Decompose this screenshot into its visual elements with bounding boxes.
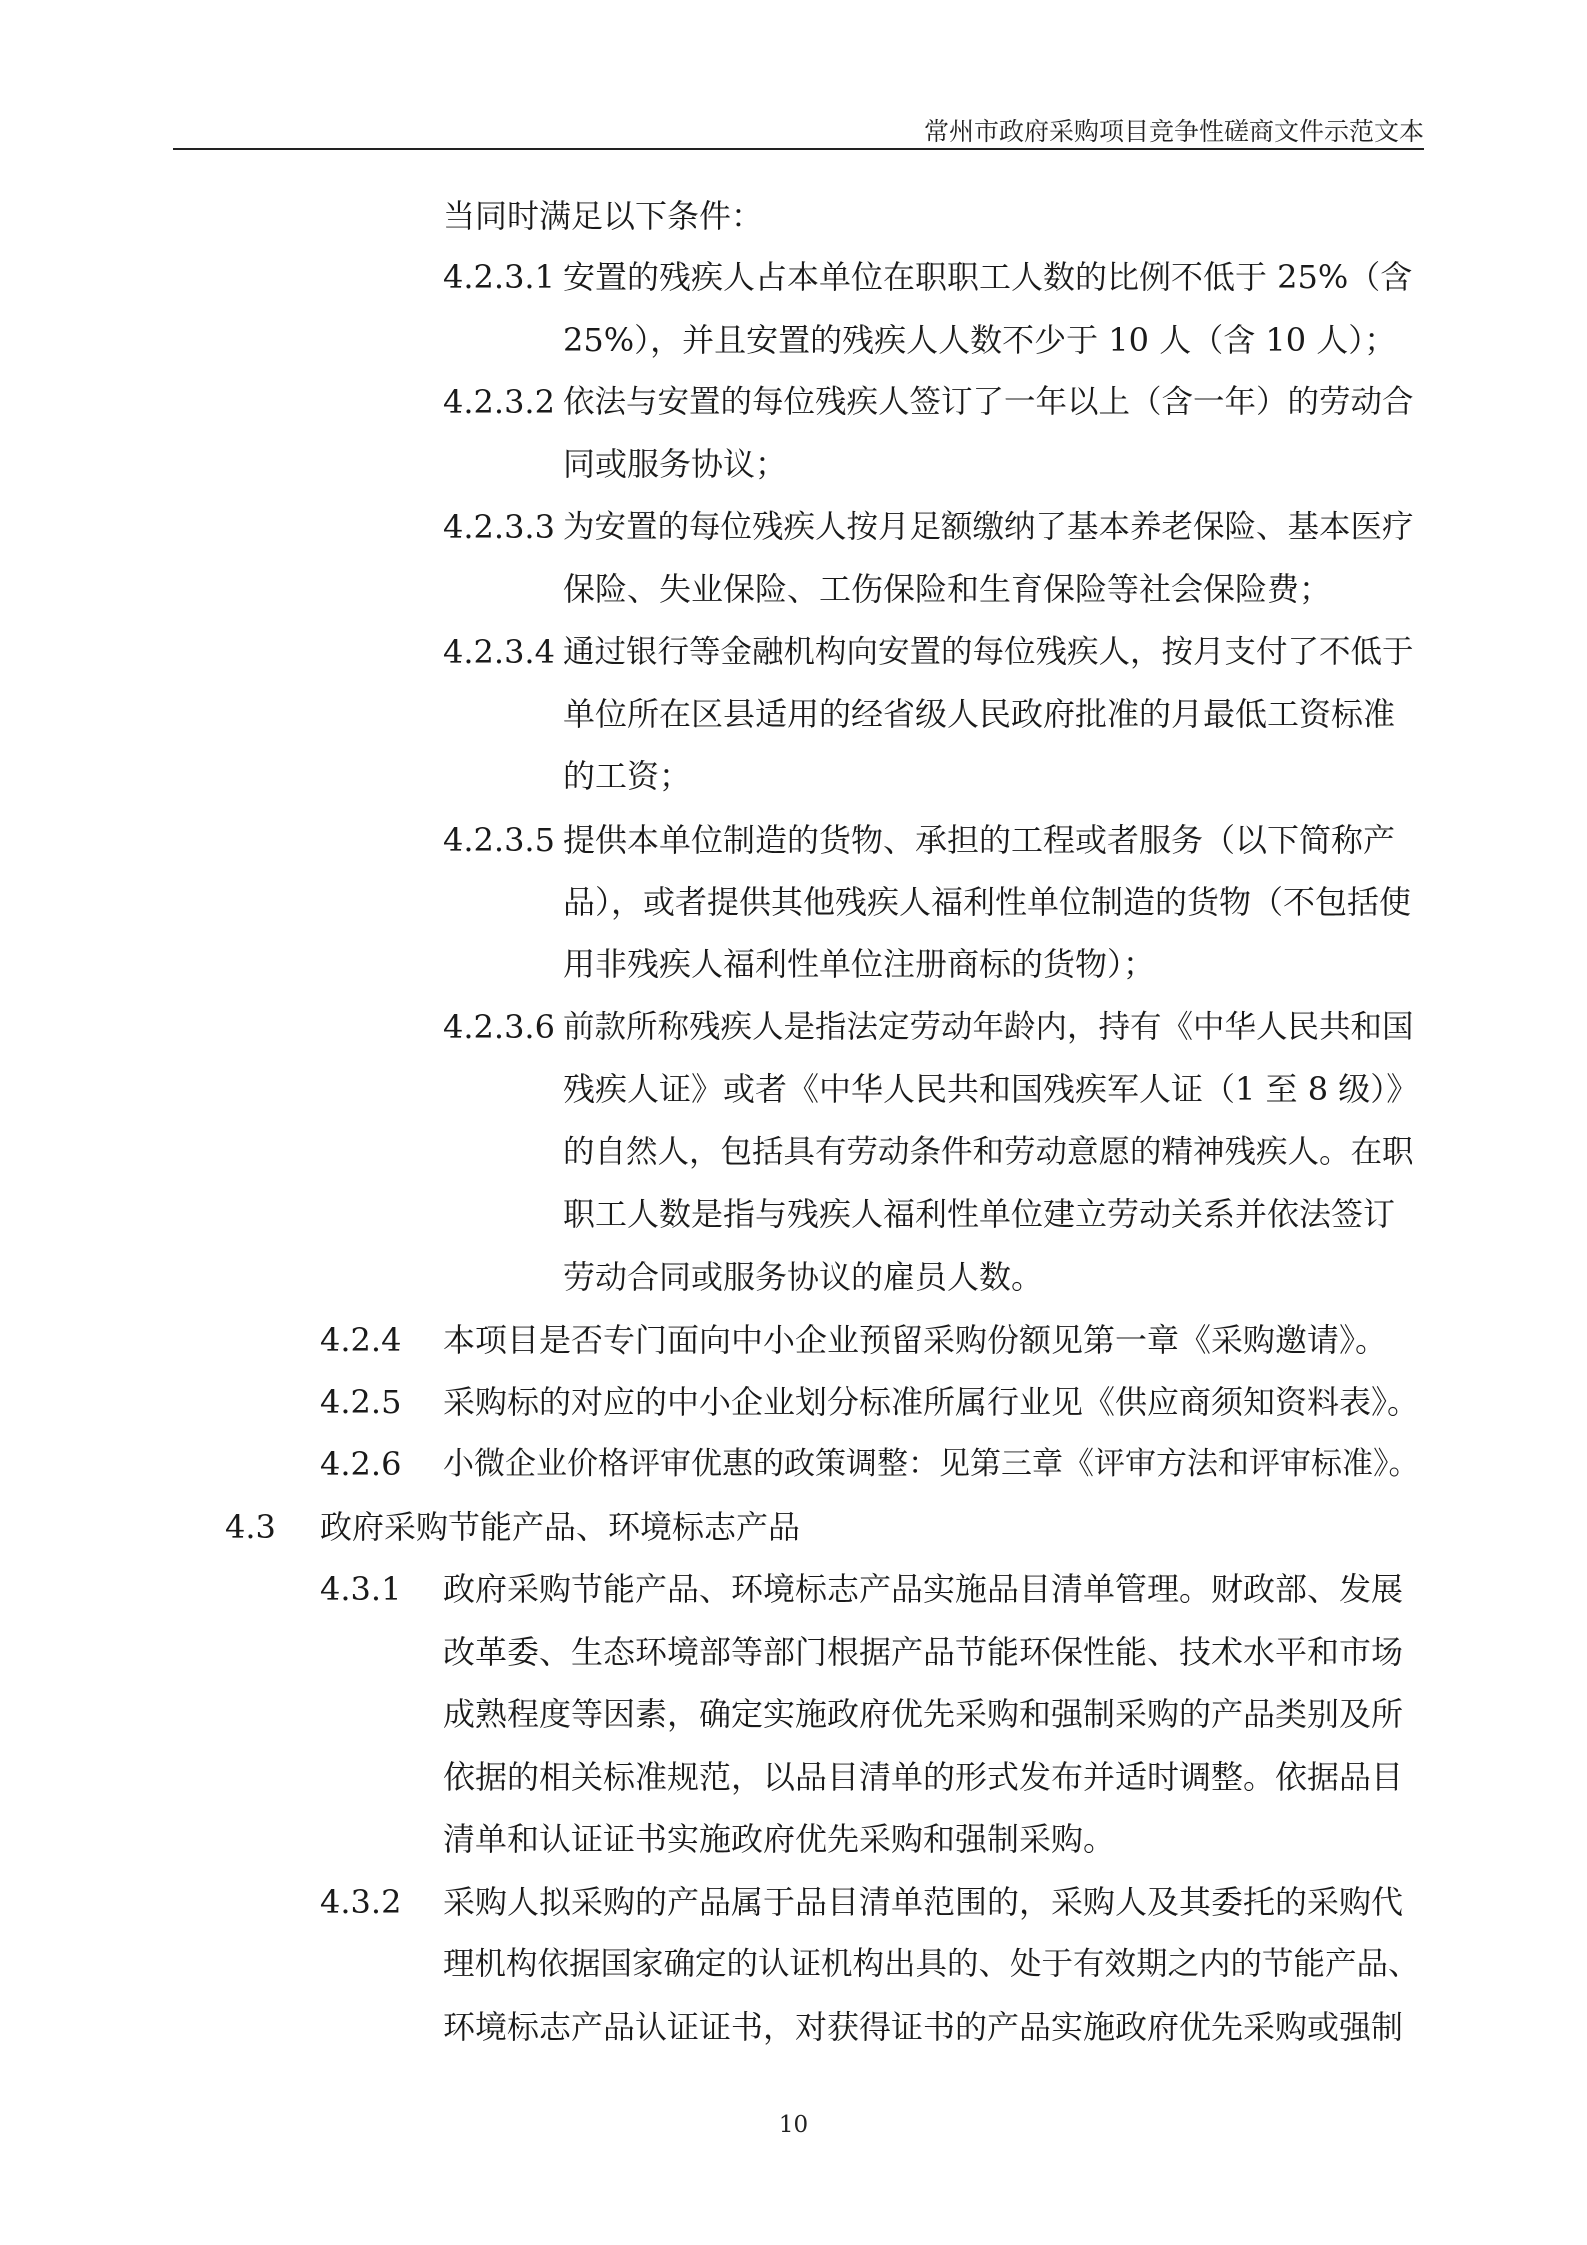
- text-line: 通过银行等金融机构向安置的每位残疾人，按月支付了不低于: [563, 634, 1414, 670]
- running-header-title: 常州市政府采购项目竞争性磋商文件示范文本: [923, 117, 1424, 146]
- text-line: 政府采购节能产品、环境标志产品实施品目清单管理。财政部、发展: [443, 1570, 1404, 1608]
- text-line: 依法与安置的每位残疾人签订了一年以上（含一年）的劳动合: [563, 384, 1414, 420]
- clause-number: 4.2.3.6: [443, 1008, 555, 1046]
- text-line: 的自然人，包括具有劳动条件和劳动意愿的精神残疾人。在职: [563, 1134, 1414, 1170]
- clause-number: 4.2.6: [320, 1445, 402, 1483]
- text-line: 环境标志产品认证证书，对获得证书的产品实施政府优先采购或强制: [443, 2008, 1404, 2046]
- text-line: 成熟程度等因素，确定实施政府优先采购和强制采购的产品类别及所: [443, 1695, 1404, 1733]
- text-line: 理机构依据国家确定的认证机构出具的、处于有效期之内的节能产品、: [443, 1946, 1420, 1982]
- text-line: 单位所在区县适用的经省级人民政府批准的月最低工资标准: [563, 695, 1396, 733]
- text-line: 同或服务协议；: [563, 445, 788, 483]
- text-line: 依据的相关标准规范，以品目清单的形式发布并适时调整。依据品目: [443, 1758, 1404, 1796]
- text-line: 采购人拟采购的产品属于品目清单范围的，采购人及其委托的采购代: [443, 1883, 1404, 1921]
- text-line: 为安置的每位残疾人按月足额缴纳了基本养老保险、基本医疗: [563, 509, 1414, 545]
- text-line: 保险、失业保险、工伤保险和生育保险等社会保险费；: [563, 570, 1332, 608]
- text-line: 采购标的对应的中小企业划分标准所属行业见《供应商须知资料表》。: [443, 1383, 1420, 1421]
- section-number: 4.3: [225, 1508, 276, 1546]
- text-line: 品），或者提供其他残疾人福利性单位制造的货物（不包括使: [563, 883, 1412, 921]
- text-line: 用非残疾人福利性单位注册商标的货物）；: [563, 945, 1156, 983]
- text-line: 当同时满足以下条件：: [443, 197, 764, 235]
- text-line: 的工资；: [563, 757, 692, 795]
- text-line: 25%），并且安置的残疾人人数不少于 10 人（含 10 人）；: [563, 321, 1397, 359]
- text-line: 清单和认证证书实施政府优先采购和强制采购。: [443, 1820, 1116, 1858]
- text-line: 改革委、生态环境部等部门根据产品节能环保性能、技术水平和市场: [443, 1633, 1404, 1671]
- clause-number: 4.2.5: [320, 1383, 402, 1421]
- clause-number: 4.2.3.5: [443, 821, 555, 859]
- text-line: 提供本单位制造的货物、承担的工程或者服务（以下简称产: [563, 821, 1396, 859]
- clause-number: 4.2.3.1: [443, 258, 555, 296]
- clause-number: 4.2.3.2: [443, 383, 555, 421]
- text-line: 前款所称残疾人是指法定劳动年龄内，持有《中华人民共和国: [563, 1009, 1414, 1045]
- clause-number: 4.3.2: [320, 1883, 402, 1921]
- section-heading: 政府采购节能产品、环境标志产品: [320, 1508, 801, 1546]
- text-line: 职工人数是指与残疾人福利性单位建立劳动关系并依法签订: [563, 1195, 1396, 1233]
- text-line: 残疾人证》或者《中华人民共和国残疾军人证（1 至 8 级）》: [563, 1070, 1419, 1108]
- clause-number: 4.2.3.3: [443, 508, 555, 546]
- clause-number: 4.2.4: [320, 1321, 402, 1359]
- header-rule: [173, 148, 1424, 150]
- clause-number: 4.3.1: [320, 1570, 402, 1608]
- text-line: 小微企业价格评审优惠的政策调整：见第三章《评审方法和评审标准》。: [443, 1446, 1420, 1482]
- text-line: 劳动合同或服务协议的雇员人数。: [563, 1258, 1044, 1296]
- clause-number: 4.2.3.4: [443, 633, 555, 671]
- page-number: 10: [778, 2112, 809, 2138]
- text-line: 安置的残疾人占本单位在职职工人数的比例不低于 25%（含: [563, 258, 1413, 296]
- text-line: 本项目是否专门面向中小企业预留采购份额见第一章《采购邀请》。: [443, 1321, 1388, 1359]
